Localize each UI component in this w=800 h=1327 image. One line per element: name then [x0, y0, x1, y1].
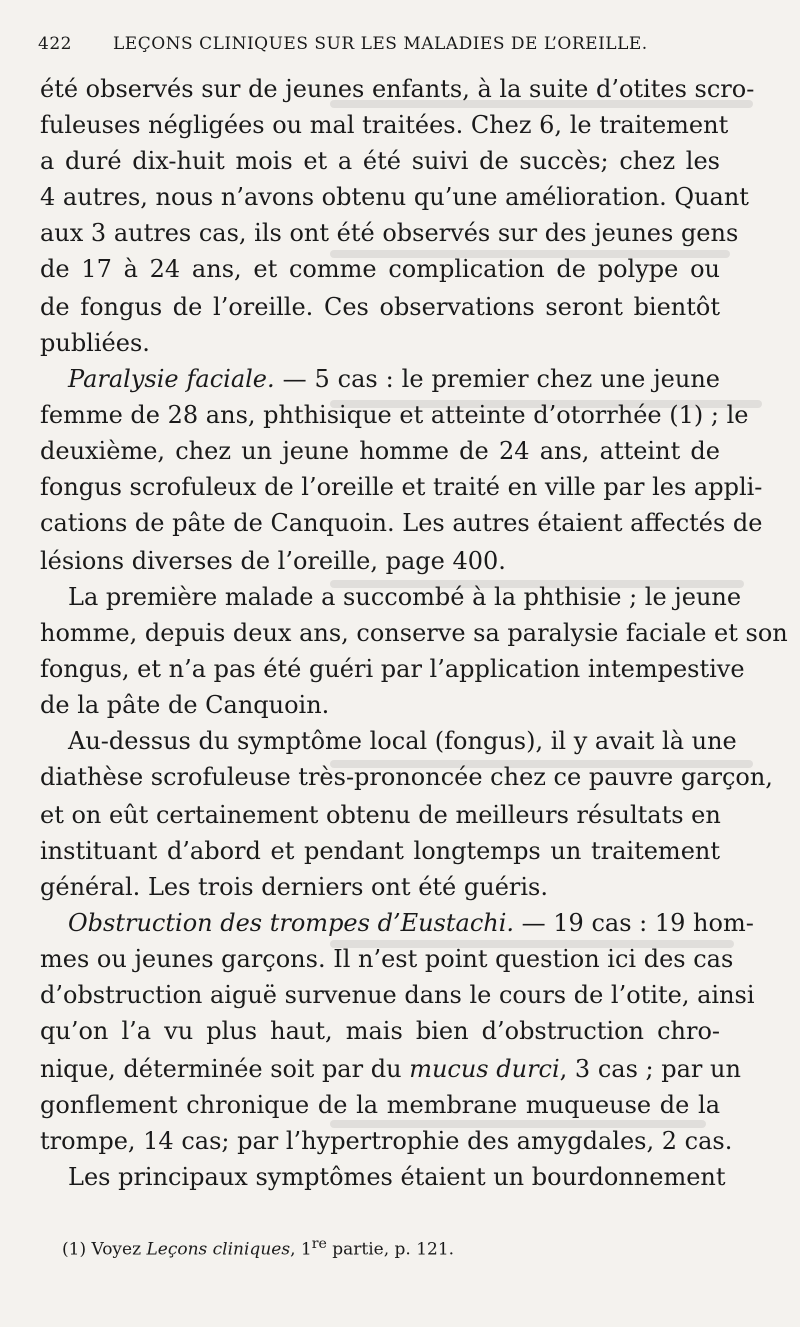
- text-line: La première malade a succombé à la phthisie ; le jeune: [68, 583, 742, 611]
- text-line: publiées.: [40, 329, 150, 357]
- text-line: et on eût certainement obtenu de meilleurs résultats en: [40, 801, 721, 829]
- text-line: Paralysie faciale. — 5 cas : le premier chez une jeune: [68, 365, 720, 393]
- text-line: général. Les trois derniers ont été guéris.: [40, 873, 548, 901]
- text-line: 4 autres, nous n’avons obtenu qu’une amélioration. Quant: [40, 183, 749, 211]
- text-line: été observés sur de jeunes enfants, à la suite d’otites scro-: [40, 75, 755, 103]
- section-heading-obstruction: Obstruction des trompes d’Eustachi.: [68, 909, 515, 937]
- text-line: Au-dessus du symptôme local (fongus), il y avait là une: [68, 727, 737, 755]
- text-line: qu’on l’a vu plus haut, mais bien d’obstruction chro-: [40, 1017, 720, 1045]
- text-line: instituant d’abord et pendant longtemps un traitement: [40, 837, 720, 865]
- text-line: femme de 28 ans, phthisique et atteinte d’otorrhée (1) ; le: [40, 401, 749, 429]
- text-line: Obstruction des trompes d’Eustachi. — 19 cas : 19 hom-: [68, 909, 754, 937]
- text-line: a duré dix-huit mois et a été suivi de succès; chez les: [40, 147, 720, 175]
- text-line: d’obstruction aiguë survenue dans le cours de l’otite, ainsi: [40, 981, 755, 1009]
- text-line: fongus, et n’a pas été guéri par l’application intempestive: [40, 655, 745, 683]
- section-heading-paralysie: Paralysie faciale.: [68, 365, 275, 393]
- text-line: cations de pâte de Canquoin. Les autres étaient affectés de: [40, 509, 763, 537]
- text-line: fuleuses négligées ou mal traitées. Chez 6, le traitement: [40, 111, 729, 139]
- running-title: LEÇONS CLINIQUES SUR LES MALADIES DE L’OREILLE.: [113, 34, 648, 54]
- text-line: Les principaux symptômes étaient un bourdonnement: [68, 1163, 726, 1191]
- text-line: mes ou jeunes garçons. Il n’est point question ici des cas: [40, 945, 734, 973]
- text-line: de la pâte de Canquoin.: [40, 691, 330, 719]
- footnote: (1) Voyez Leçons cliniques, 1re partie, p. 121.: [62, 1236, 455, 1260]
- text-line: de fongus de l’oreille. Ces observations seront bientôt: [40, 293, 720, 321]
- text-line: deuxième, chez un jeune homme de 24 ans, atteint de: [40, 437, 720, 465]
- text-line: homme, depuis deux ans, conserve sa paralysie faciale et son: [40, 619, 788, 647]
- text-line: nique, déterminée soit par du mucus durci, 3 cas ; par un: [40, 1055, 741, 1083]
- running-header: [38, 30, 758, 60]
- page-number: 422: [38, 34, 72, 54]
- text-line: trompe, 14 cas; par l’hypertrophie des amygdales, 2 cas.: [40, 1127, 733, 1155]
- text-line: aux 3 autres cas, ils ont été observés sur des jeunes gens: [40, 219, 739, 247]
- italic-term: mucus durci: [409, 1055, 560, 1083]
- text-line: diathèse scrofuleuse très-prononcée chez ce pauvre garçon,: [40, 763, 773, 791]
- text-line: fongus scrofuleux de l’oreille et traité en ville par les appli-: [40, 473, 763, 501]
- text-line: de 17 à 24 ans, et comme complication de polype ou: [40, 255, 720, 283]
- text-line: gonflement chronique de la membrane muqueuse de la: [40, 1091, 720, 1119]
- text-line: lésions diverses de l’oreille, page 400.: [40, 547, 506, 575]
